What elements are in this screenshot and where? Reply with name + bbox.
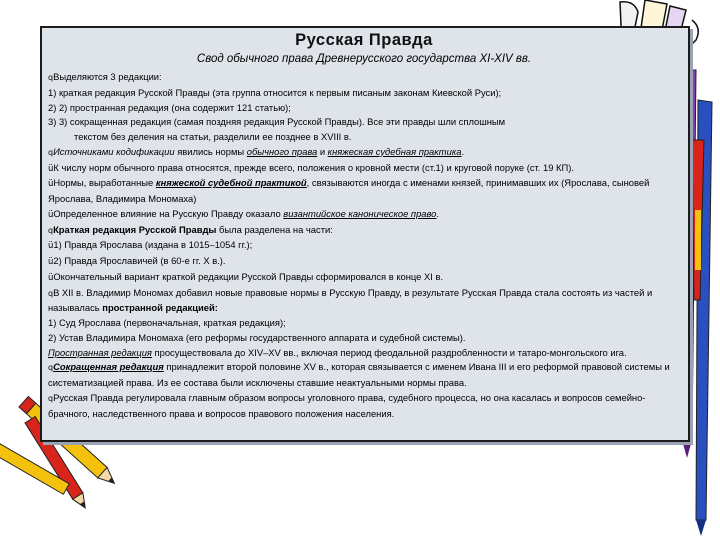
list-item-text: 3) 3) сокращенная редакция (самая поздняя редакция Русской Правды). Все эти правды шли сплошным (48, 116, 506, 128)
list-item (48, 101, 680, 116)
emphasis-text: княжеская судебная практика (327, 145, 462, 157)
list-item-text: Окончательный вариант краткой редакции Русской Правды сформировался в конце XI в. (53, 270, 444, 282)
list-item (48, 270, 680, 286)
square-bullet-icon: q (48, 73, 54, 82)
emphasis-text: княжеской судебной практикой (155, 177, 307, 189)
check-bullet-icon: ü (48, 241, 54, 252)
list-item-text: Определенное влияние на Русскую Правду оказало (53, 207, 284, 219)
list-item-text: 2) Устав Владимира Мономаха (его реформы государственного аппарата и судебной системы). (48, 331, 466, 343)
square-bullet-icon: q (48, 363, 54, 373)
list-item (48, 86, 680, 101)
emphasis-text: пространной редакцией: (102, 302, 218, 314)
slide-panel (40, 26, 690, 442)
list-item (48, 391, 680, 422)
list-item (48, 316, 680, 331)
list-item (48, 70, 680, 86)
square-bullet-icon: q (48, 288, 54, 298)
slide-title: Русская Правда (295, 31, 433, 49)
slide-body (48, 70, 680, 421)
list-item-text: , связываются иногда с именами князей, принимавших их (Ярослава, сыновей Ярослава, Владимира Мономаха) (48, 177, 650, 204)
list-item (48, 115, 680, 145)
check-bullet-icon: ü (48, 257, 54, 267)
list-item-text: 1) Правда Ярослава (издана в 1015–1054 гг.); (53, 239, 253, 251)
emphasis-text: Сокращенная редакция (53, 361, 164, 373)
list-item-text: принадлежит второй половине XV в., которая связывается с именем Ивана III и его реформой правовой системы и систематизацией права. Из ее состава были исключены ставшие неактуальными нормы права. (48, 361, 670, 388)
list-item-text: В XII в. Владимир Мономах добавил новые правовые нормы в Русскую Правду, в результате Русская Правда стала состоять из частей и называлась (48, 286, 653, 314)
list-item-text: была разделена на части: (216, 223, 333, 235)
list-item-text: и (317, 145, 328, 157)
emphasis-text: Краткая редакция Русской Правды (53, 223, 217, 235)
list-item-text: текстом без деления на статьи, разделили ее позднее в XVIII в. (74, 131, 352, 142)
check-bullet-icon: ü (48, 163, 54, 174)
list-item-text: просуществовала до XIV–XV вв., включая период феодальной раздробленности и татаро-монгольского ига. (151, 346, 627, 358)
list-item (48, 254, 680, 270)
emphasis-text: Пространная редакция (48, 346, 152, 358)
list-item-text: явились нормы (174, 145, 247, 157)
list-item (48, 223, 680, 239)
list-item-text: Русская Правда регулировала главным образом вопросы уголовного права, судебного процесса, но она касалась и вопросов семейно-брачного, наследственного права и вопросов правового положения населения. (48, 391, 646, 419)
list-item (48, 207, 680, 223)
list-item-text: 2) 2) пространная редакция (она содержит 121 статью); (48, 101, 291, 113)
list-item (48, 360, 680, 391)
emphasis-text: византийское каноническое право (283, 207, 437, 219)
list-item (48, 161, 680, 177)
list-item-text: 1) краткая редакция Русской Правды (эта группа относится к первым писаным законам Киевской Руси); (48, 86, 502, 98)
list-item-text: Нормы, выработанные (53, 177, 156, 189)
list-item-text: 2) Правда Ярославичей (в 60-е гг. Х в.). (53, 255, 226, 266)
check-bullet-icon: ü (48, 209, 54, 220)
check-bullet-icon: ü (48, 179, 54, 190)
list-item (48, 331, 680, 346)
list-item (48, 346, 680, 361)
emphasis-text: обычного права (246, 145, 318, 157)
list-item-text: . (461, 145, 465, 157)
square-bullet-icon: q (48, 393, 54, 403)
check-bullet-icon: ü (48, 272, 54, 283)
list-item-text: К числу норм обычного права относятся, прежде всего, положения о кровной мести (ст.1) и круговой поруке (ст. 19 КП). (53, 161, 574, 173)
list-item-text: . (436, 207, 440, 219)
list-item-text: 1) Суд Ярослава (первоначальная, краткая редакция); (48, 317, 286, 328)
list-item (48, 145, 680, 161)
list-item-text: Выделяются 3 редакции: (53, 71, 162, 82)
square-bullet-icon: q (48, 147, 54, 157)
list-item (48, 238, 680, 254)
list-item (48, 286, 680, 317)
square-bullet-icon: q (48, 225, 54, 235)
list-item (48, 176, 680, 207)
emphasis-text: Источниками кодификации (53, 145, 175, 157)
slide-subtitle: Свод обычного права Древнерусского государства XI-XIV вв. (196, 53, 532, 65)
